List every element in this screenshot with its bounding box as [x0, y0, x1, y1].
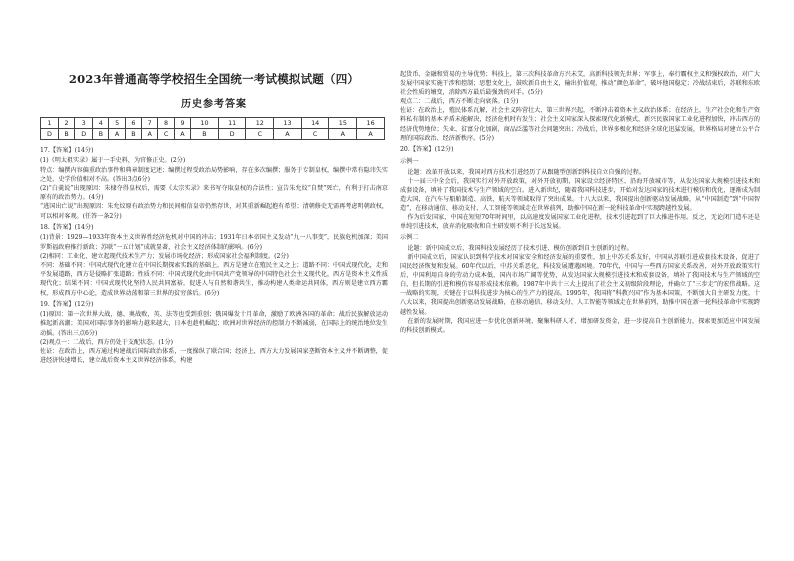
- paragraph: 论题：改革开放以来，我国对西方技术引进经历了从跟随型创新到科技自立自强的过程。: [407, 168, 645, 176]
- section-heading: 18.【答案】(14分): [40, 223, 94, 231]
- paragraph: (2)相同：工业化，建立起现代技术生产力；发展市场化经济；形成国家社会福利制度。(2分): [40, 252, 289, 260]
- answer-table-number-row: [41, 117, 385, 128]
- paragraph: (1)背景：1929—1933年资本主义世界性经济危机对中国的冲击；1931年日本帝国主义发动“九一八事变”，民族危机加深；美国罗斯福政府推行新政；苏联“一五计划”成就显著，社会主义经济体制的影响。(6分): [40, 234, 388, 251]
- answer-cell: D: [218, 128, 246, 139]
- answer-cell: D: [75, 128, 93, 139]
- paragraph: (1)原因：第一次世界大战，德、奥战败，英、法等也受到重创；俄国爆发十月革命，激励了欧洲各国的革命；战后民族解放运动推起新高潮；美国对国际事务的影响力越来越大，日本也趁机崛起；欧洲对世界经济的控制力不断减弱，在国际上的统治地位发生动摇。(答出三点6分): [40, 311, 388, 337]
- question-number-cell: 6: [125, 117, 141, 128]
- question-number-cell: 3: [75, 117, 93, 128]
- right-body: [400, 70, 760, 335]
- question-number-cell: 10: [191, 117, 219, 128]
- question-number-cell: 5: [109, 117, 125, 128]
- answer-cell: B: [125, 128, 141, 139]
- paragraph: 论题：新中国成立后，我国科技发展经历了技术引进、模仿创新到自主创新的过程。: [407, 244, 633, 252]
- answer-table: [40, 117, 385, 140]
- section-heading: 示例二: [400, 234, 419, 242]
- section-heading: 19.【答案】(12分): [40, 300, 94, 308]
- answer-cell: A: [357, 128, 385, 139]
- paragraph: 在新的发展时期，我国应进一步优化创新环境、聚集科研人才、增加研发资金，进一步提高自主创新能力，探索更加适应中国发展的科技创新模式。: [400, 317, 760, 334]
- answer-cell: C: [158, 128, 175, 139]
- section-heading: 20.【答案】(12分): [400, 145, 454, 153]
- paragraph: 起货币、金融和贸易的主导优势；科技上，第三次科技革命方兴未艾，高新科技领先世界；军事上，奉行霸权主义和强权政治，对广大发展中国家实施干涉和控制；思想文化上，鼓吹新自由主义，输出价值观，推动“颜色革命”，破坏他国稳定；冷战结束后，苏联和东欧社会性质的嬗变，消除西方最后最强劲的对手。(5分): [400, 71, 760, 97]
- question-number-cell: 4: [93, 117, 109, 128]
- question-number-cell: 1: [41, 117, 59, 128]
- answer-cell: A: [142, 128, 158, 139]
- answer-table-answer-row: [41, 128, 385, 139]
- paragraph: (2)“白羹说”出现原因：朱棣夺得皇权后，需要《太宗实录》来书写夺取皇权的合法性；宣告朱允炆“自焚”死亡，有利于打击南京原有的政治势力。(4分): [40, 185, 388, 202]
- paragraph: 新中国成立后，国家认识到科学技术对国家安全和经济发展的重要性，加上中苏关系友好，中国从苏联引进成套技术设备，促进了国民经济恢复和发展。60年代以后，中苏关系恶化，科技发展遭遇困境。70年代，中国与一些西方国家关系改善，对外开放政策实行后，中国利用自身的劳动力成本低、国内市场广阔等优势，从发达国家大规模引进技术和成套设备，填补了我国技术与生产领域的空白，但长期的引进和模仿容易形成技术依赖。1987年中共十三大上提出了社会主义初级阶段理论，并确立了“三步走”的宏伟战略。这一战略的实现，关键在于以科技进步为核心的生产力的提高。1995年，我国将“科教兴国”作为基本国策，不断加大自主研发力度。十八大以来，我国提出创新驱动发展战略，在移动通信、移动支付、人工智能等领域走在世界前列，助推中国在新一轮科技革命中实现跨越性发展。: [400, 254, 760, 316]
- question-number-cell: 8: [158, 117, 175, 128]
- answer-cell: C: [301, 128, 329, 139]
- answer-cell: B: [58, 128, 74, 139]
- question-number-cell: 9: [174, 117, 190, 128]
- paragraph: (1)《明太祖实录》属于一手史料，为官修正史。(2分): [40, 157, 186, 165]
- answer-cell: B: [93, 128, 109, 139]
- question-number-cell: 12: [246, 117, 274, 128]
- question-number-cell: 16: [357, 117, 385, 128]
- question-number-cell: 15: [329, 117, 357, 128]
- paragraph: 作为后发国家，中国在短短70年时间里，以高速度发展国家工业化进程，技术引进起到了巨大推进作用。反之，无论闭门造车还是单纯引进技术，放弃消化吸收和自主研发则不利于长远发展。: [400, 214, 760, 231]
- section-heading: 示例一: [400, 158, 419, 166]
- page-title: 2023年普通高等学校招生全国统一考试模拟试题（四）: [68, 72, 360, 86]
- left-body: [40, 146, 388, 366]
- paragraph: 十一届三中全会后，我国实行对外开放政策，对外开放初期，国家设立经济特区、沿海开放城市等，从发达国家大规模引进技术和成套设备，填补了我国技术与生产领域的空白。进入新世纪，随着我国科技进步，开始对发达国家的技术进行模仿和优化，逐渐成为制造大国，在汽车与船舶制造、高铁、航天等领域取得了突出成果。十八大以来，我国提出创新驱动发展战略，从“中国制造”到“中国智造”，在移动通信、移动支付、人工智能等领域走在世界前列，助推中国在新一轮科技革命中实现跨越性发展。: [400, 177, 760, 213]
- question-number-cell: 2: [58, 117, 74, 128]
- right-column: [400, 70, 760, 335]
- answer-cell: A: [274, 128, 302, 139]
- answer-cell: D: [41, 128, 59, 139]
- left-column: [40, 72, 388, 366]
- paragraph: 特点：编撰内容偏重政治事件和典章制度记述；编撰过程受政治局势影响，存在多次编撰；服务于专制皇权，编撰中常有隐讳失实之处，史学价值相对不高。(答出3点6分): [40, 166, 388, 183]
- paragraph: 观点二：二战后，西方不断走向衰落。(1分): [400, 98, 519, 106]
- paragraph: 佐证：在政治上，西方通过构建战后国际政治体系，一度操纵了联合国；经济上，西方大力发展国家垄断资本主义并不断调整，促进经济快速增长，建立战后资本主义世界经济体系，构建: [40, 348, 388, 365]
- paragraph: 不同：基础不同：中国式现代化建立在中国长期探索实践的基础上，西方是建立在殖民主义之上；道路不同：中国式现代化，走和平发展道路，西方是侵略扩张道路；性质不同：中国式现代化由中国共产党领导的中国特色社会主义现代化，西方是资本主义性质现代化；结果不同：中国式现代化坚持人民共同富裕，促进人与自然和谐共生，推动构建人类命运共同体，西方则是建立西方霸权，形成西方中心论，造成世界动荡和第三世界的贫穷落后。(6分): [40, 261, 388, 297]
- question-number-cell: 11: [218, 117, 246, 128]
- answer-cell: A: [174, 128, 190, 139]
- question-number-cell: 13: [274, 117, 302, 128]
- paragraph: (2)观点一：二战后，西方仍处于支配状态。(1分): [40, 338, 174, 346]
- section-heading: 17.【答案】(14分): [40, 146, 94, 154]
- answer-cell: A: [109, 128, 125, 139]
- paragraph: “逃国出亡说”出现原因：朱允炆原有政治势力和民间相信皇帝仍然存世，对其重新崛起抱有希望；清朝修史无需再考虑明朝政权，可以相对客观。(任答一条2分): [40, 203, 388, 220]
- answer-cell: A: [329, 128, 357, 139]
- answer-cell: C: [246, 128, 274, 139]
- question-number-cell: 7: [142, 117, 158, 128]
- question-number-cell: 14: [301, 117, 329, 128]
- paragraph: 佐证：在政治上，殖民体系瓦解，社会主义阵营壮大、第三世界兴起，不断冲击着资本主义政治体系；在经济上，生产社会化和生产资料私有制的基本矛盾未能解决，经济危机时有发生；社会主义国家深入探索现代化新模式，新兴民族国家工业化进程加快，冲击西方的经济优势地位；失业、贫富分化加剧，商品泛滥等社会问题突出；冷战后，世界多极化和经济全球化迅猛发展，世界格局对建立公平合理的国际政治、经济新秩序。(5分): [400, 107, 760, 142]
- answer-cell: B: [191, 128, 219, 139]
- page-subtitle: 历史参考答案: [181, 98, 247, 110]
